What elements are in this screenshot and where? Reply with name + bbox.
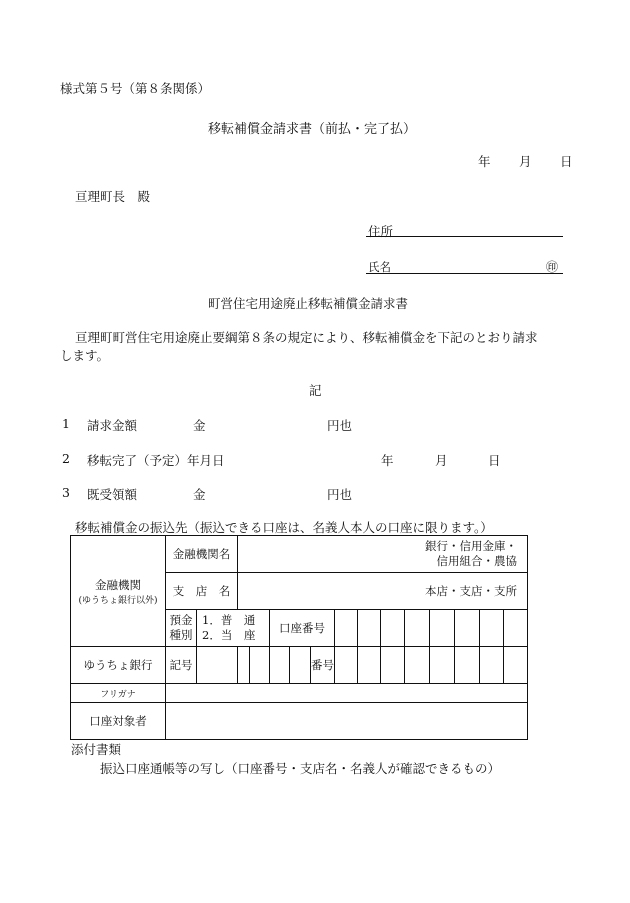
item-suffix: 円也: [327, 418, 353, 433]
deposit-type-label: [166, 610, 197, 647]
date-day: 日: [560, 154, 573, 169]
item-label: 移転完了（予定）年月日: [87, 453, 225, 468]
completion-year: 年: [381, 453, 394, 468]
deposit-label-line2: 種別: [169, 628, 193, 642]
account-number-label: 口座番号: [270, 610, 335, 647]
bank-name-label: 金融機関名: [166, 536, 238, 573]
symbol-digit[interactable]: [270, 647, 290, 684]
branch-label: 支 店 名: [166, 573, 238, 610]
symbol-digit[interactable]: [290, 647, 311, 684]
institution-note: (ゆうちょ銀行以外): [78, 595, 158, 606]
account-digit[interactable]: [455, 610, 480, 647]
institution-label-cell: [71, 536, 166, 647]
account-digit[interactable]: [480, 610, 504, 647]
account-holder-field[interactable]: [166, 703, 528, 740]
addressee: 亘理町長 殿: [75, 189, 151, 204]
number-digit[interactable]: [335, 647, 358, 684]
symbol-digit[interactable]: [250, 647, 270, 684]
account-digit[interactable]: [381, 610, 405, 647]
account-holder-label: 口座対象者: [71, 703, 166, 740]
number-digit[interactable]: [358, 647, 381, 684]
deposit-label-line1: 預金: [169, 613, 193, 627]
branch-types: 本店・支店・支所: [425, 584, 518, 598]
number-label: 番号: [311, 647, 335, 684]
number-digit[interactable]: [405, 647, 430, 684]
bank-types-line2: 信用組合・農協: [436, 554, 518, 568]
item-number: 2: [62, 451, 70, 466]
account-digit[interactable]: [504, 610, 528, 647]
address-label: 住所: [368, 224, 394, 239]
symbol-digit[interactable]: [197, 647, 238, 684]
seal-mark: ㊞: [546, 260, 559, 274]
deposit-type-options[interactable]: [197, 610, 270, 647]
bank-account-table: [70, 535, 528, 740]
furigana-field[interactable]: [166, 684, 528, 703]
institution-label: 金融機関: [95, 577, 141, 592]
completion-month: 月: [435, 453, 448, 468]
deposit-option-ordinary[interactable]: 1．普 通: [202, 613, 256, 627]
body-text-line2: します。: [60, 348, 110, 363]
name-field[interactable]: [366, 273, 563, 274]
yucho-label: ゆうちょ銀行: [71, 647, 166, 684]
attachments-item: 振込口座通帳等の写し（口座番号・支店名・名義人が確認できるもの）: [100, 761, 501, 776]
item-number: 3: [62, 485, 70, 500]
number-digit[interactable]: [480, 647, 504, 684]
date-year: 年: [478, 154, 491, 169]
name-label: 氏名: [368, 260, 391, 274]
item-number: 1: [62, 416, 70, 431]
item-prefix: 金: [193, 487, 206, 502]
account-digit[interactable]: [358, 610, 381, 647]
form-number: 様式第５号（第８条関係）: [60, 81, 211, 96]
bank-name-field[interactable]: [238, 536, 528, 573]
address-field[interactable]: [366, 236, 563, 237]
subtitle: 町営住宅用途廃止移転補償金請求書: [208, 296, 409, 311]
number-digit[interactable]: [504, 647, 528, 684]
number-digit[interactable]: [455, 647, 480, 684]
bank-types-line1: 銀行・信用金庫・: [425, 539, 518, 553]
branch-field[interactable]: [238, 573, 528, 610]
item-suffix: 円也: [327, 487, 353, 502]
date-month: 月: [519, 154, 532, 169]
account-digit[interactable]: [335, 610, 358, 647]
document-title: 移転補償金請求書（前払・完了払）: [208, 122, 417, 137]
completion-day: 日: [488, 453, 501, 468]
transfer-heading: 移転補償金の振込先（振込できる口座は、名義人本人の口座に限ります。）: [75, 520, 493, 535]
number-digit[interactable]: [381, 647, 405, 684]
body-text-line1: 亘理町町営住宅用途廃止要綱第８条の規定により、移転補償金を下記のとおり請求: [75, 330, 538, 345]
item-label: 既受領額: [87, 487, 138, 502]
furigana-label: フリガナ: [71, 684, 166, 703]
number-digit[interactable]: [430, 647, 455, 684]
ki-heading: 記: [309, 383, 322, 398]
attachments-heading: 添付書類: [71, 742, 122, 757]
account-digit[interactable]: [405, 610, 430, 647]
symbol-digit[interactable]: [238, 647, 250, 684]
symbol-label: 記号: [166, 647, 197, 684]
item-prefix: 金: [193, 418, 206, 433]
deposit-option-current[interactable]: 2．当 座: [202, 628, 256, 642]
account-digit[interactable]: [430, 610, 455, 647]
item-label: 請求金額: [87, 418, 138, 433]
